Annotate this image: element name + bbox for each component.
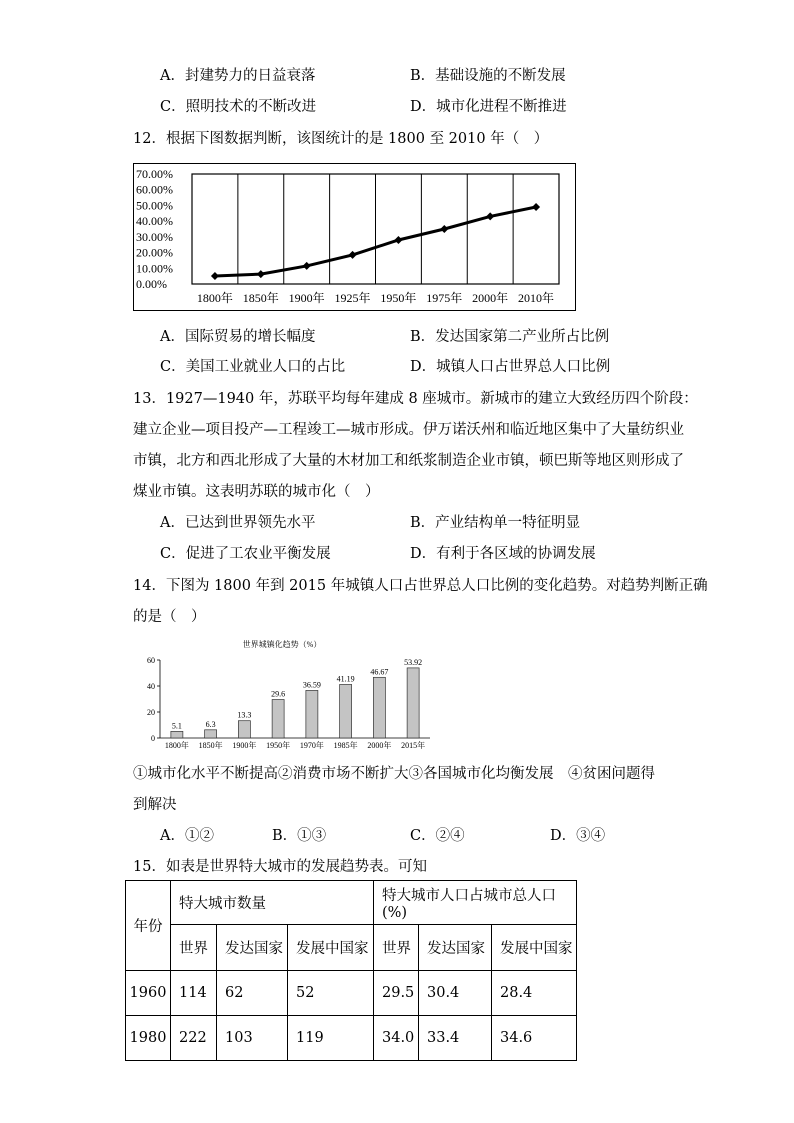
table-cell: 222 bbox=[171, 1016, 217, 1061]
q13-stem-line4: 煤业市镇。这表明苏联的城市化（ ） bbox=[133, 484, 380, 500]
table-cell: 34.6 bbox=[492, 1016, 577, 1061]
y-tick-label: 10.00% bbox=[136, 261, 173, 276]
line-chart bbox=[134, 164, 574, 309]
y-tick-label: 20.00% bbox=[136, 245, 173, 260]
table-cell: 114 bbox=[171, 971, 217, 1016]
bar-value-label: 36.59 bbox=[302, 680, 321, 690]
data-point bbox=[486, 212, 494, 220]
subheader-cell: 世界 bbox=[171, 925, 217, 971]
table-cell: 33.4 bbox=[419, 1016, 492, 1061]
x-tick-label: 1900年 bbox=[288, 291, 325, 305]
x-tick-label: 2000年 bbox=[472, 291, 509, 305]
bar bbox=[171, 731, 183, 738]
bar-value-label: 6.3 bbox=[205, 719, 216, 729]
data-point bbox=[532, 203, 540, 211]
q14-stem-line1: 14．下图为 1800 年到 2015 年城镇人口占世界总人口比例的变化趋势。对趋势判断正确 bbox=[133, 578, 708, 594]
x-tick-label: 1950年 bbox=[380, 291, 417, 305]
table-header-row bbox=[126, 881, 577, 925]
q11-option-c: C．照明技术的不断改进 bbox=[160, 99, 317, 115]
x-tick-label: 1900年 bbox=[232, 741, 257, 750]
q13-option-d: D．有利于各区域的协调发展 bbox=[410, 546, 596, 562]
q13-stem-line3: 市镇，北方和西北形成了大量的木材加工和纸浆制造企业市镇，顿巴斯等地区则形成了 bbox=[133, 453, 684, 469]
data-point bbox=[440, 225, 448, 233]
header-city-count: 特大城市数量 bbox=[171, 881, 374, 925]
table-cell: 62 bbox=[217, 971, 288, 1016]
bar bbox=[238, 721, 250, 738]
x-tick-label: 1850年 bbox=[198, 741, 223, 750]
q14-option-a: A．①② bbox=[160, 828, 214, 844]
table-cell: 1960 bbox=[126, 971, 171, 1016]
subheader-cell: 世界 bbox=[374, 925, 419, 971]
data-point bbox=[394, 236, 402, 244]
x-tick-label: 1925年 bbox=[334, 291, 371, 305]
q13-option-b: B．产业结构单一特征明显 bbox=[410, 515, 581, 531]
y-tick-label: 50.00% bbox=[136, 198, 173, 213]
data-point bbox=[349, 251, 357, 259]
y-tick-label: 0 bbox=[151, 734, 155, 743]
q11-option-b: B．基础设施的不断发展 bbox=[410, 68, 566, 84]
data-point bbox=[303, 262, 311, 270]
bar-value-label: 29.6 bbox=[271, 689, 286, 699]
q14-option-b: B．①③ bbox=[272, 828, 327, 844]
y-tick-label: 70.00% bbox=[136, 167, 173, 181]
bar bbox=[373, 677, 385, 738]
table-cell: 29.5 bbox=[374, 971, 419, 1016]
data-point bbox=[257, 270, 265, 278]
y-tick-label: 0.00% bbox=[136, 277, 167, 291]
q11-option-a: A．封建势力的日益衰落 bbox=[160, 68, 316, 84]
y-tick-label: 60.00% bbox=[136, 182, 173, 197]
chart-title: 世界城镇化趋势（%） bbox=[242, 640, 322, 649]
q13-option-a: A．已达到世界领先水平 bbox=[160, 515, 316, 531]
x-tick-label: 1970年 bbox=[299, 741, 324, 750]
subheader-cell: 发展中国家 bbox=[492, 925, 577, 971]
table-cell: 119 bbox=[288, 1016, 374, 1061]
y-tick-label: 20 bbox=[147, 708, 155, 717]
x-tick-label: 2000年 bbox=[367, 741, 392, 750]
x-tick-label: 2015年 bbox=[401, 741, 426, 750]
megacity-table bbox=[125, 880, 577, 1061]
y-tick-label: 40.00% bbox=[136, 214, 173, 229]
table-cell: 52 bbox=[288, 971, 374, 1016]
q12-option-d: D．城镇人口占世界总人口比例 bbox=[410, 359, 611, 375]
table-row bbox=[126, 971, 577, 1016]
q12-stem: 12．根据下图数据判断，该图统计的是 1800 至 2010 年（ ） bbox=[133, 131, 549, 147]
table-cell: 1980 bbox=[126, 1016, 171, 1061]
q11-option-d: D．城市化进程不断推进 bbox=[410, 99, 567, 115]
x-tick-label: 1975年 bbox=[426, 291, 463, 305]
header-year: 年份 bbox=[126, 881, 171, 971]
line-chart-box bbox=[133, 163, 576, 311]
q12-option-c: C．美国工业就业人口的占比 bbox=[160, 359, 346, 375]
bar bbox=[340, 684, 352, 738]
q13-stem-line1: 13．1927—1940 年，苏联平均每年建成 8 座城市。新城市的建立大致经历四个阶段： bbox=[133, 391, 698, 407]
subheader-cell: 发展中国家 bbox=[288, 925, 374, 971]
header-population-share: 特大城市人口占城市总人口(%) bbox=[374, 881, 577, 925]
q12-option-b: B．发达国家第二产业所占比例 bbox=[410, 329, 610, 345]
bar-value-label: 53.92 bbox=[404, 657, 423, 667]
bar-chart-box bbox=[142, 636, 437, 754]
data-point bbox=[211, 272, 219, 280]
bar-value-label: 46.67 bbox=[370, 667, 389, 677]
q14-option-d: D．③④ bbox=[550, 828, 606, 844]
q14-items-line2: 到解决 bbox=[133, 797, 177, 813]
q13-stem-line2: 建立企业—项目投产—工程竣工—城市形成。伊万诺沃州和临近地区集中了大量纺织业 bbox=[133, 422, 684, 438]
bar bbox=[306, 690, 318, 738]
y-tick-label: 60 bbox=[147, 656, 155, 665]
subheader-cell: 发达国家 bbox=[217, 925, 288, 971]
table-cell: 28.4 bbox=[492, 971, 577, 1016]
bar bbox=[205, 730, 217, 738]
x-tick-label: 1800年 bbox=[164, 741, 189, 750]
table-row bbox=[126, 1016, 577, 1061]
x-tick-label: 1800年 bbox=[196, 291, 233, 305]
q14-items-line1: ①城市化水平不断提高②消费市场不断扩大③各国城市化均衡发展 ④贫困问题得 bbox=[133, 766, 655, 782]
x-tick-label: 1985年 bbox=[333, 741, 358, 750]
bar bbox=[272, 700, 284, 738]
q13-option-c: C．促进了工农业平衡发展 bbox=[160, 546, 331, 562]
bar-chart bbox=[142, 636, 437, 754]
x-tick-label: 1950年 bbox=[266, 741, 291, 750]
bar-value-label: 5.1 bbox=[171, 721, 182, 731]
q12-option-a: A．国际贸易的增长幅度 bbox=[160, 329, 316, 345]
q14-stem-line2: 的是（ ） bbox=[133, 609, 206, 625]
bar-value-label: 41.19 bbox=[336, 674, 355, 684]
bar bbox=[407, 668, 419, 738]
table-cell: 30.4 bbox=[419, 971, 492, 1016]
bar-value-label: 13.3 bbox=[237, 710, 252, 720]
q14-option-c: C．②④ bbox=[410, 828, 465, 844]
y-tick-label: 40 bbox=[147, 682, 155, 691]
table-cell: 34.0 bbox=[374, 1016, 419, 1061]
x-tick-label: 1850年 bbox=[242, 291, 279, 305]
table-cell: 103 bbox=[217, 1016, 288, 1061]
subheader-cell: 发达国家 bbox=[419, 925, 492, 971]
q15-stem: 15．如表是世界特大城市的发展趋势表。可知 bbox=[133, 859, 427, 875]
x-tick-label: 2010年 bbox=[518, 291, 555, 305]
table-subheader-row bbox=[126, 925, 577, 971]
y-tick-label: 30.00% bbox=[136, 229, 173, 244]
